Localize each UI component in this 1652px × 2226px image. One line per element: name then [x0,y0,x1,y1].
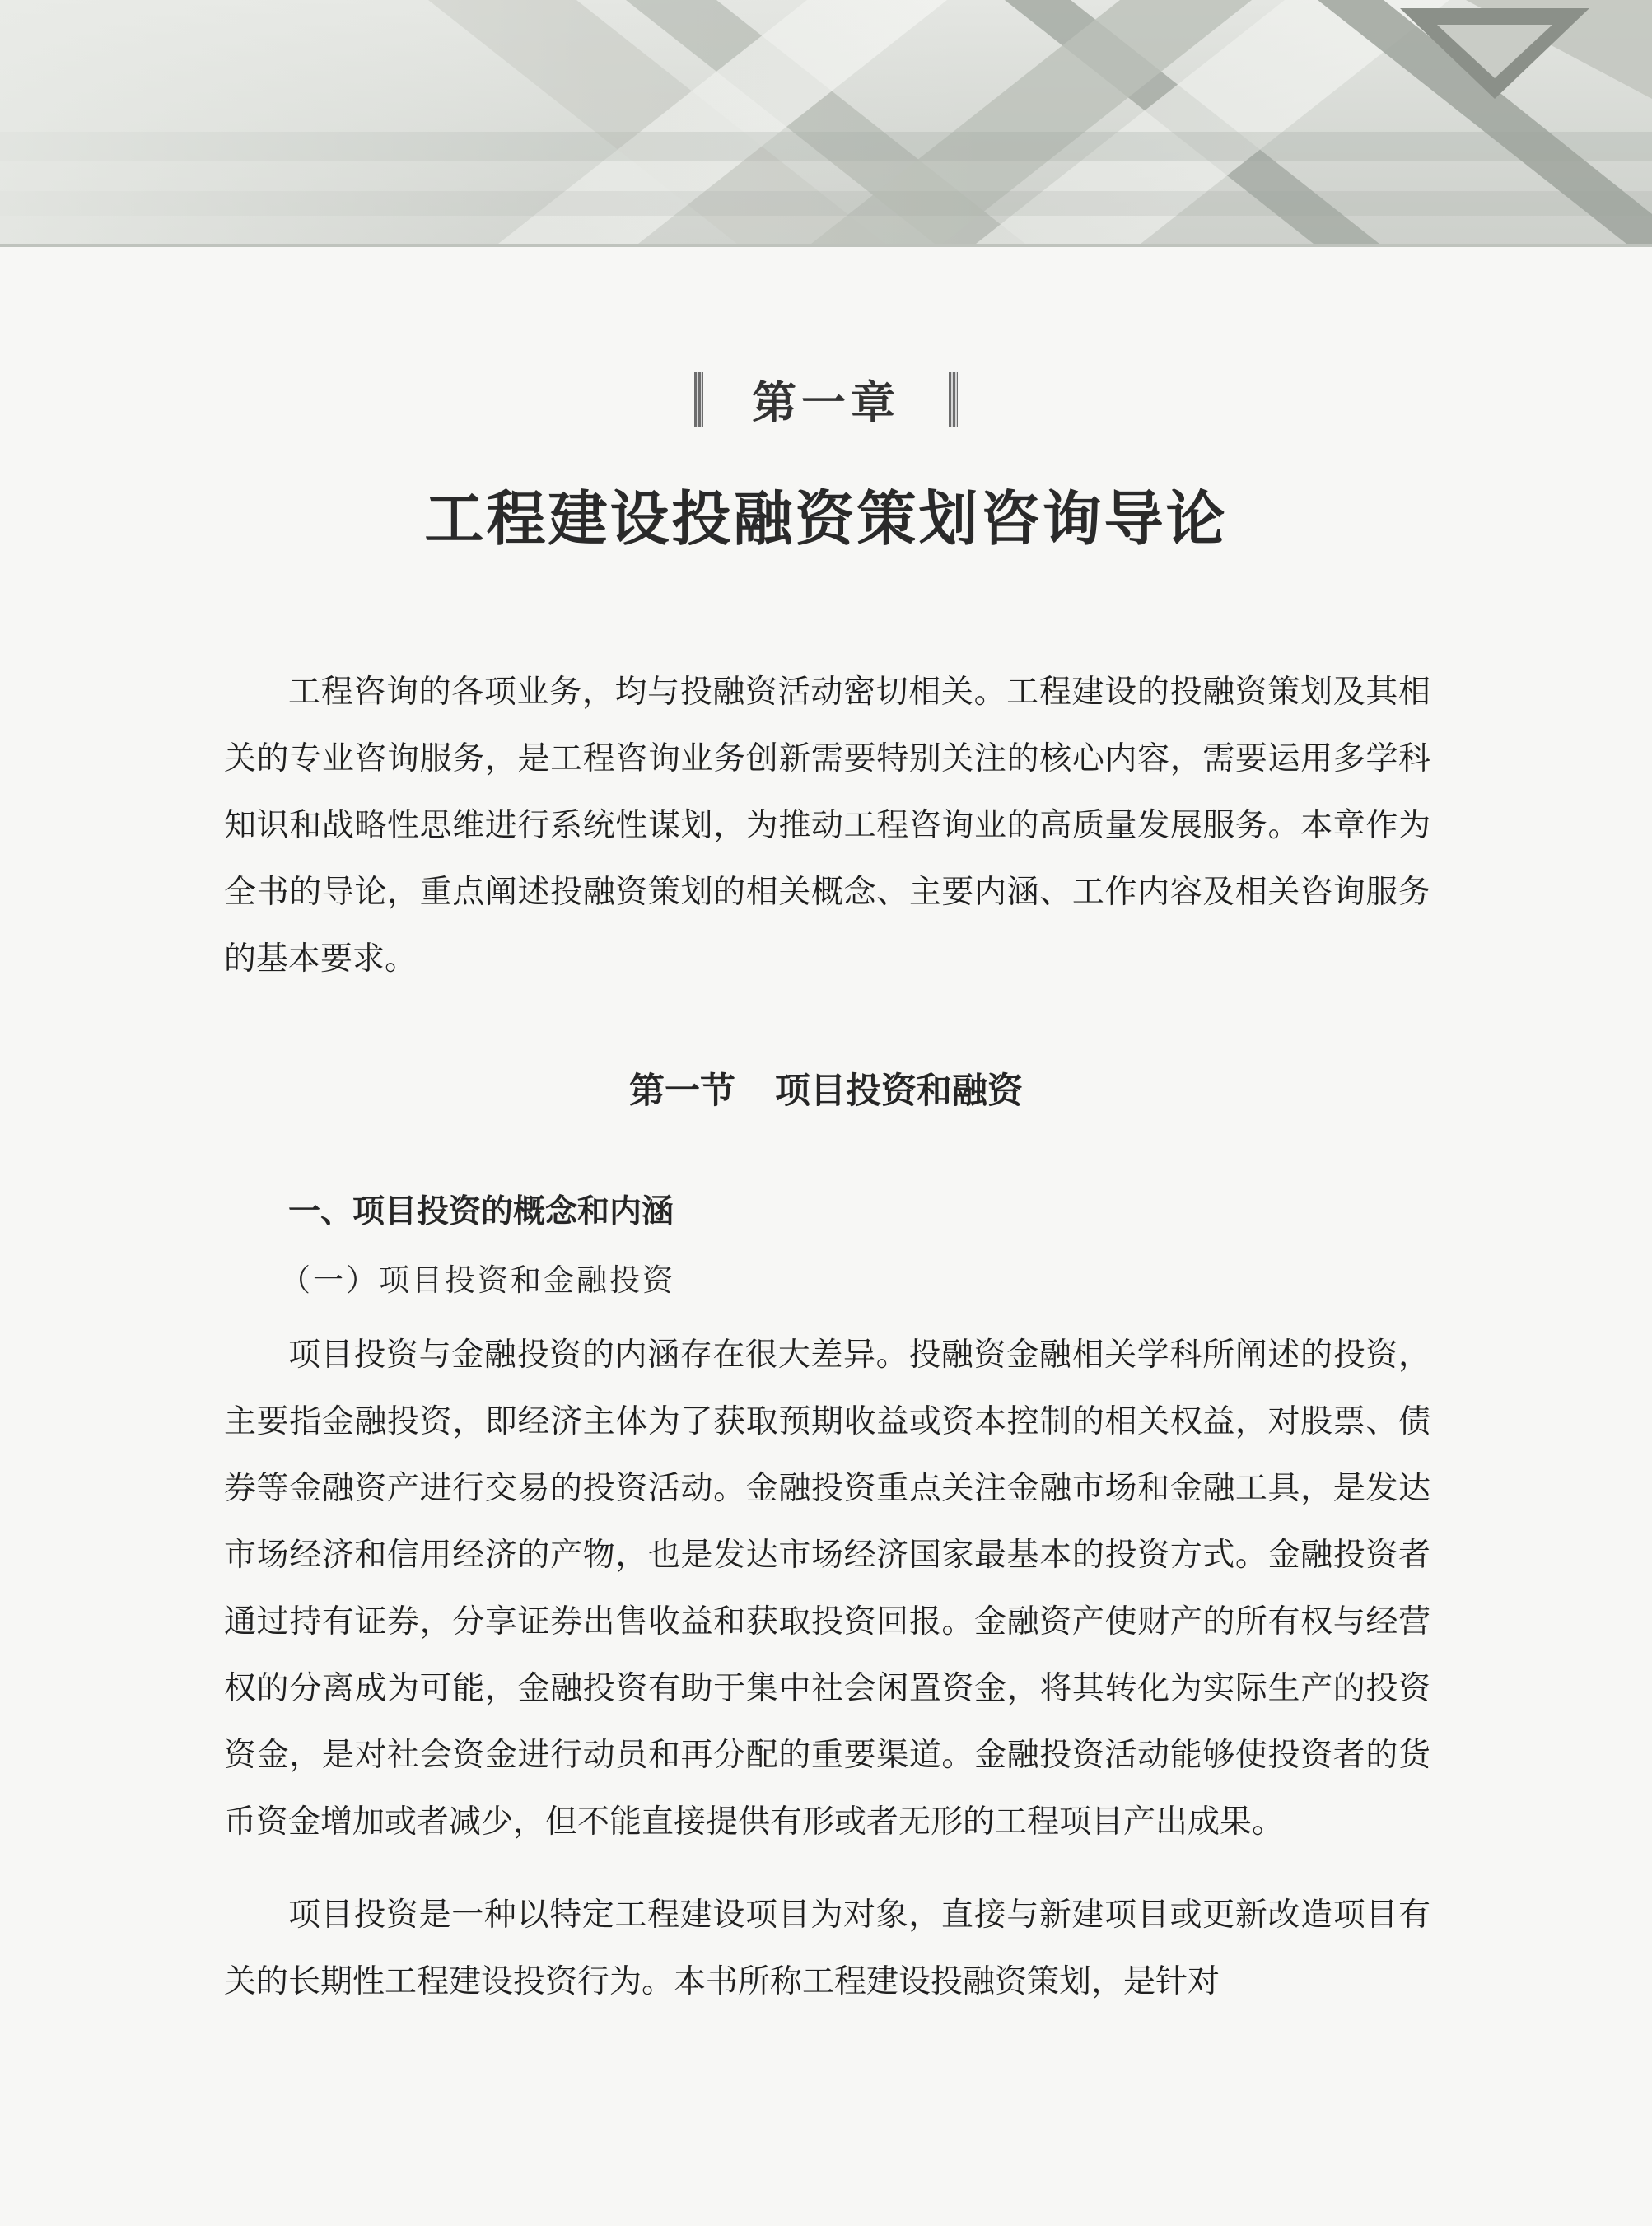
banner-divider [0,244,1652,247]
section-number: 第一节 [629,1071,735,1112]
chapter-number: 第一章 [752,376,900,429]
chapter-left-bar [694,372,703,427]
section-heading [0,1054,1652,1128]
banner-fade [0,0,1652,247]
subsubsection-heading: （一）项目投资和金融投资 [280,1262,675,1298]
subsection-heading: 一、项目投资的概念和内涵 [288,1193,674,1230]
body-paragraph-2: 项目投资是一种以特定工程建设项目为对象，直接与新建项目或更新改造项目有关的长期性工程建设投资行为。本书所称工程建设投融资策划，是针对 [224,1897,1430,2000]
chapter-title: 工程建设投融资策划咨询导论 [424,483,1228,553]
body-paragraph-1: 项目投资与金融投资的内涵存在很大差异。投融资金融相关学科所阐述的投资，主要指金融投资，即经济主体为了获取预期收益或资本控制的相关权益，对股票、债券等金融资产进行交易的投资活动。金融投资重点关注金融市场和金融工具，是发达市场经济和信用经济的产物，也是发达市场经济国家最基本的投资方式。金融投资者通过持有证券，分享证券出售收益和获取投资回报。金融资产使财产的所有权与经营权的分离成为可能，金融投资有助于集中社会闲置资金，将其转化为实际生产的投资资金，是对社会资金进行动员和再分配的重要渠道。金融投资活动能够使投资者的货币资金增加或者减少，但不能直接提供有形或者无形的工程项目产出成果。 [224,1337,1430,1841]
intro-paragraph: 工程咨询的各项业务，均与投融资活动密切相关。工程建设的投融资策划及其相关的专业咨询服务，是工程咨询业务创新需要特别关注的核心内容，需要运用多学科知识和战略性思维进行系统性谋划，为推动工程咨询业的高质量发展服务。本章作为全书的导论，重点阐述投融资策划的相关概念、主要内涵、工作内容及相关咨询服务的基本要求。 [224,674,1430,978]
chapter-label [0,361,1652,442]
chapter-right-bar [949,372,958,427]
section-title: 项目投资和融资 [775,1071,1023,1112]
header-banner [0,0,1652,247]
